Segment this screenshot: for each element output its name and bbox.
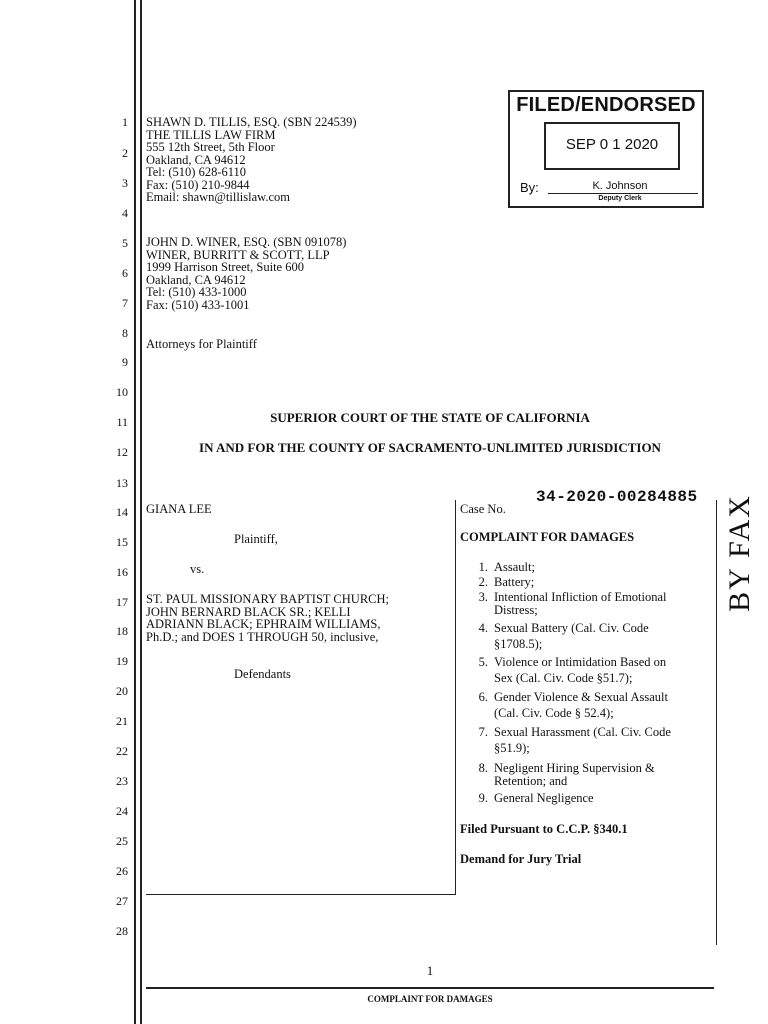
line-number: 1 — [122, 115, 128, 129]
cause-text: Assault; — [494, 560, 535, 574]
plaintiff-name: GIANA LEE — [146, 502, 212, 516]
defendants-label: Defendants — [234, 667, 291, 681]
line-number: 14 — [116, 505, 128, 519]
line-number: 17 — [116, 595, 128, 609]
line-number: 20 — [116, 684, 128, 698]
stamp-date-box — [544, 122, 680, 170]
cause-number: 5. — [478, 655, 488, 669]
line-number: 6 — [122, 266, 128, 280]
left-margin-rule-outer — [134, 0, 136, 1024]
filed-endorsed-stamp — [508, 90, 704, 208]
footer-rule — [146, 987, 714, 989]
filed-pursuant: Filed Pursuant to C.C.P. §340.1 — [460, 822, 628, 836]
line-number: 10 — [116, 385, 128, 399]
line-number: 24 — [116, 804, 128, 818]
attorney-line: Oakland, CA 94612 — [146, 272, 246, 287]
attorney-line: THE TILLIS LAW FIRM — [146, 127, 276, 142]
cause-text: Negligent Hiring Supervision & — [494, 761, 655, 775]
defendants-names — [146, 593, 389, 643]
by-fax-text: BY FAX — [723, 493, 757, 612]
defendant-line: ADRIANN BLACK; EPHRAIM WILLIAMS, — [146, 617, 381, 631]
attorney-line: Fax: (510) 210-9844 — [146, 177, 250, 192]
cause-text: Sex (Cal. Civ. Code §51.7); — [494, 671, 633, 685]
line-number: 3 — [122, 176, 128, 190]
versus: vs. — [190, 562, 205, 576]
stamp-date: SEP 0 1 2020 — [565, 136, 659, 153]
line-number: 27 — [116, 894, 128, 908]
cause-number: 4. — [478, 621, 488, 635]
court-county: IN AND FOR THE COUNTY OF SACRAMENTO-UNLIMITED JURISDICTION — [199, 440, 661, 455]
court-name: SUPERIOR COURT OF THE STATE OF CALIFORNIA — [270, 410, 590, 425]
jury-demand: Demand for Jury Trial — [460, 852, 582, 866]
line-number: 13 — [116, 476, 128, 490]
attorney-line: Tel: (510) 628-6110 — [146, 165, 247, 179]
attorneys-for-plaintiff: Attorneys for Plaintiff — [146, 337, 257, 351]
cause-text: §51.9); — [494, 741, 530, 755]
line-number: 8 — [122, 326, 128, 340]
line-number: 22 — [116, 744, 128, 758]
line-number: 25 — [116, 834, 128, 848]
line-number: 19 — [116, 654, 128, 668]
line-number: 11 — [116, 415, 128, 429]
cause-number: 1. — [478, 560, 488, 574]
attorney-line: 1999 Harrison Street, Suite 600 — [146, 260, 304, 274]
stamp-signature: K. Johnson — [592, 180, 648, 192]
case-number: 34-2020-00284885 — [536, 488, 698, 506]
defendant-line: Ph.D.; and DOES 1 THROUGH 50, inclusive, — [146, 629, 379, 644]
attorney-block-winer — [146, 236, 346, 311]
attorney-line: Tel: (510) 433-1000 — [146, 285, 247, 299]
cause-number: 9. — [478, 791, 488, 805]
plaintiff-label: Plaintiff, — [234, 532, 278, 546]
left-margin-rule-inner — [140, 0, 142, 1024]
attorney-line: Fax: (510) 433-1001 — [146, 297, 250, 312]
cause-text: Retention; and — [494, 774, 568, 788]
attorney-line: SHAWN D. TILLIS, ESQ. (SBN 224539) — [146, 115, 357, 129]
line-number: 23 — [116, 774, 128, 788]
attorney-email: Email: shawn@tillislaw.com — [146, 190, 291, 204]
attorney-line: WINER, BURRITT & SCOTT, LLP — [146, 247, 330, 262]
stamp-heading: FILED/ENDORSED — [516, 94, 696, 116]
line-number: 7 — [122, 296, 128, 310]
cause-number: 6. — [478, 690, 488, 704]
cause-text: Battery; — [494, 575, 535, 589]
cause-text: (Cal. Civ. Code § 52.4); — [494, 706, 614, 720]
cause-number: 3. — [478, 590, 488, 604]
caption-bottom-rule — [146, 894, 456, 895]
line-number: 16 — [116, 565, 128, 579]
attorney-line: 555 12th Street, 5th Floor — [146, 140, 275, 154]
cause-number: 7. — [478, 725, 488, 739]
cause-text: Sexual Harassment (Cal. Civ. Code — [494, 725, 671, 739]
cause-number: 8. — [478, 761, 488, 775]
document-title: COMPLAINT FOR DAMAGES — [460, 530, 635, 544]
by-fax-mark — [720, 495, 760, 610]
cause-text: Sexual Battery (Cal. Civ. Code — [494, 621, 649, 635]
line-number: 15 — [116, 535, 128, 549]
line-number: 12 — [116, 445, 128, 459]
defendant-line: ST. PAUL MISSIONARY BAPTIST CHURCH; — [146, 592, 389, 606]
defendant-line: JOHN BERNARD BLACK SR.; KELLI — [146, 604, 351, 619]
cause-text: Intentional Infliction of Emotional — [494, 590, 667, 604]
case-number-label: Case No. — [460, 502, 506, 516]
line-number: 5 — [122, 236, 128, 250]
page-number: 1 — [426, 963, 434, 978]
line-number: 26 — [116, 864, 128, 878]
line-number: 2 — [122, 146, 128, 160]
footer-title: COMPLAINT FOR DAMAGES — [367, 994, 493, 1004]
caption-divider — [455, 500, 456, 895]
attorney-block-tillis — [146, 116, 357, 204]
cause-text: General Negligence — [494, 791, 594, 805]
cause-number: 2. — [478, 575, 488, 589]
line-number: 18 — [116, 624, 128, 638]
line-number: 9 — [122, 355, 128, 369]
line-number: 21 — [116, 714, 128, 728]
stamp-by-label: By: — [520, 180, 539, 195]
attorney-line: Oakland, CA 94612 — [146, 152, 246, 167]
cause-text: Gender Violence & Sexual Assault — [494, 690, 668, 704]
attorney-line: JOHN D. WINER, ESQ. (SBN 091078) — [146, 235, 347, 249]
stamp-signature-line — [548, 193, 698, 194]
line-number: 4 — [122, 206, 128, 220]
cause-text: Violence or Intimidation Based on — [494, 655, 667, 669]
line-number: 28 — [116, 924, 128, 938]
cause-text: §1708.5); — [494, 637, 543, 651]
cause-text: Distress; — [494, 603, 538, 617]
right-margin-rule — [716, 500, 717, 945]
stamp-signer-title: Deputy Clerk — [598, 195, 642, 202]
